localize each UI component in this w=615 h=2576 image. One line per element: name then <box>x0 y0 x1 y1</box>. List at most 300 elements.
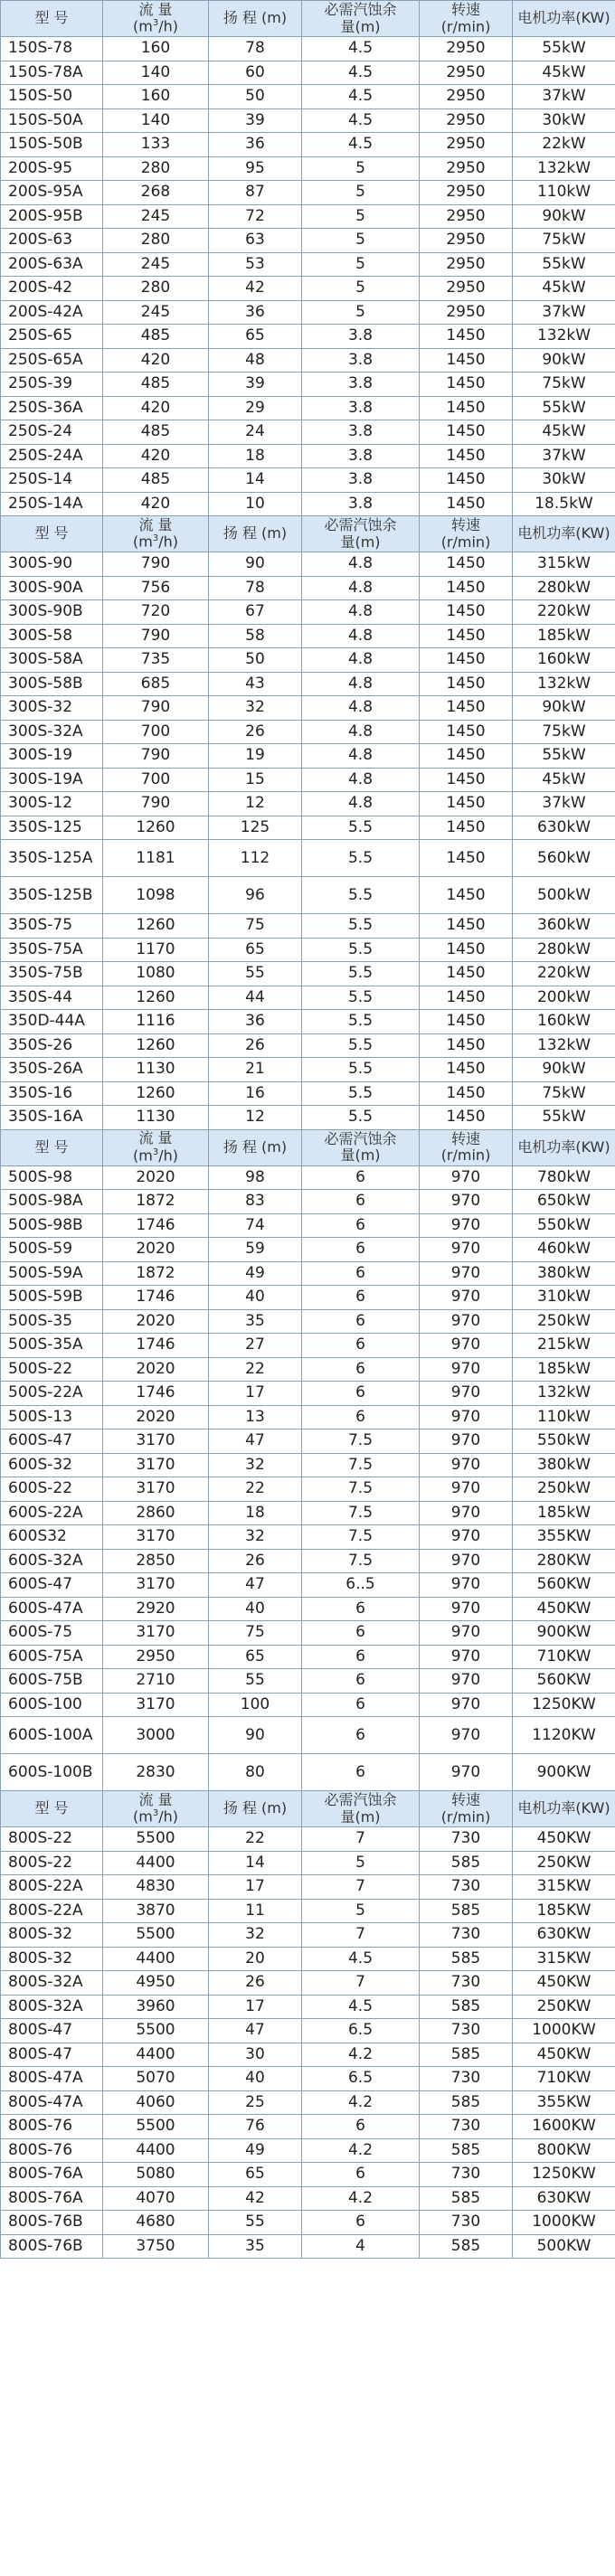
table-row <box>1 1645 615 1669</box>
cell-speed: 1450 <box>420 325 513 349</box>
table-row <box>1 85 615 109</box>
cell-model: 500S-13 <box>1 1405 103 1430</box>
cell-power: 315KW <box>513 1875 615 1900</box>
table-row <box>1 1238 615 1262</box>
table-row <box>1 1165 615 1190</box>
cell-npsh: 4.5 <box>302 133 420 157</box>
cell-npsh: 5.5 <box>302 1081 420 1106</box>
cell-power: 355KW <box>513 2090 615 2115</box>
header-head: 扬 程 (m) <box>209 516 302 552</box>
cell-model: 150S-78 <box>1 37 103 61</box>
table-row <box>1 1453 615 1477</box>
cell-speed: 585 <box>420 1947 513 1971</box>
cell-model: 800S-22A <box>1 1875 103 1900</box>
table-row <box>1 1334 615 1358</box>
table-row <box>1 1501 615 1525</box>
cell-head: 55 <box>209 1669 302 1694</box>
header-row <box>1 516 615 552</box>
table-row <box>1 1525 615 1550</box>
table-row <box>1 1058 615 1082</box>
cell-speed: 1450 <box>420 938 513 962</box>
cell-speed: 585 <box>420 2186 513 2211</box>
cell-flow: 1170 <box>103 938 209 962</box>
cell-flow: 790 <box>103 744 209 769</box>
cell-npsh: 4.2 <box>302 2186 420 2211</box>
cell-head: 32 <box>209 696 302 721</box>
cell-npsh: 3.8 <box>302 348 420 373</box>
cell-head: 87 <box>209 181 302 205</box>
cell-model: 350S-16A <box>1 1106 103 1130</box>
cell-flow: 420 <box>103 492 209 516</box>
cell-speed: 1450 <box>420 816 513 840</box>
cell-speed: 1450 <box>420 492 513 516</box>
header-speed: 转速 (r/min) <box>420 1 513 37</box>
cell-power: 55kW <box>513 1106 615 1130</box>
header-speed: 转速 (r/min) <box>420 516 513 552</box>
cell-model: 800S-32 <box>1 1923 103 1948</box>
cell-npsh: 6 <box>302 2115 420 2139</box>
cell-speed: 2950 <box>420 300 513 325</box>
cell-speed: 970 <box>420 1477 513 1502</box>
cell-power: 380kW <box>513 1261 615 1286</box>
cell-power: 1250KW <box>513 1693 615 1717</box>
cell-flow: 1130 <box>103 1058 209 1082</box>
cell-npsh: 5 <box>302 204 420 229</box>
cell-head: 22 <box>209 1827 302 1852</box>
cell-npsh: 4.8 <box>302 696 420 721</box>
cell-model: 600S-100A <box>1 1717 103 1754</box>
cell-model: 800S-76B <box>1 2234 103 2259</box>
cell-speed: 970 <box>420 1213 513 1238</box>
table-row <box>1 1669 615 1694</box>
cell-npsh: 7.5 <box>302 1501 420 1525</box>
cell-flow: 685 <box>103 672 209 696</box>
cell-flow: 1181 <box>103 840 209 877</box>
cell-flow: 2020 <box>103 1238 209 1262</box>
cell-flow: 245 <box>103 204 209 229</box>
cell-npsh: 6 <box>302 1261 420 1286</box>
cell-speed: 730 <box>420 2163 513 2187</box>
cell-npsh: 4.8 <box>302 576 420 600</box>
cell-speed: 1450 <box>420 552 513 577</box>
cell-head: 40 <box>209 2067 302 2091</box>
cell-speed: 1450 <box>420 348 513 373</box>
cell-flow: 485 <box>103 373 209 397</box>
cell-flow: 2020 <box>103 1405 209 1430</box>
table-row <box>1 576 615 600</box>
cell-npsh: 6 <box>302 1190 420 1214</box>
table-row <box>1 768 615 792</box>
cell-speed: 970 <box>420 1754 513 1791</box>
cell-head: 65 <box>209 938 302 962</box>
cell-head: 26 <box>209 1033 302 1058</box>
cell-head: 58 <box>209 624 302 648</box>
cell-flow: 735 <box>103 648 209 673</box>
cell-power: 132kW <box>513 1382 615 1406</box>
cell-flow: 4830 <box>103 1875 209 1900</box>
cell-npsh: 7.5 <box>302 1453 420 1477</box>
cell-head: 74 <box>209 1213 302 1238</box>
header-row <box>1 1791 615 1827</box>
cell-head: 125 <box>209 816 302 840</box>
cell-flow: 1260 <box>103 816 209 840</box>
cell-head: 14 <box>209 468 302 493</box>
table-row <box>1 938 615 962</box>
cell-head: 40 <box>209 1286 302 1310</box>
cell-npsh: 6 <box>302 1597 420 1621</box>
table-row <box>1 1899 615 1923</box>
cell-head: 20 <box>209 1947 302 1971</box>
cell-head: 67 <box>209 600 302 625</box>
cell-speed: 970 <box>420 1501 513 1525</box>
cell-power: 650kW <box>513 1190 615 1214</box>
table-row <box>1 2211 615 2235</box>
header-model: 型 号 <box>1 1129 103 1165</box>
table-row <box>1 2186 615 2211</box>
cell-npsh: 5 <box>302 229 420 253</box>
cell-power: 355KW <box>513 1525 615 1550</box>
cell-flow: 790 <box>103 624 209 648</box>
cell-power: 250KW <box>513 1995 615 2019</box>
cell-flow: 700 <box>103 768 209 792</box>
cell-flow: 140 <box>103 109 209 133</box>
table-row <box>1 877 615 914</box>
cell-npsh: 6..5 <box>302 1573 420 1598</box>
cell-power: 185kW <box>513 1357 615 1382</box>
cell-head: 15 <box>209 768 302 792</box>
table-row <box>1 1693 615 1717</box>
table-row <box>1 2043 615 2067</box>
cell-speed: 1450 <box>420 986 513 1010</box>
cell-power: 22kW <box>513 133 615 157</box>
cell-npsh: 6 <box>302 1334 420 1358</box>
cell-power: 560kW <box>513 840 615 877</box>
cell-flow: 1080 <box>103 962 209 986</box>
cell-flow: 700 <box>103 720 209 744</box>
cell-model: 300S-19A <box>1 768 103 792</box>
cell-npsh: 6.5 <box>302 2067 420 2091</box>
table-row <box>1 962 615 986</box>
cell-model: 600S-32A <box>1 1549 103 1573</box>
cell-model: 600S-22A <box>1 1501 103 1525</box>
table-row <box>1 1286 615 1310</box>
table-row <box>1 1827 615 1852</box>
cell-model: 600S-22 <box>1 1477 103 1502</box>
cell-head: 112 <box>209 840 302 877</box>
cell-npsh: 7.5 <box>302 1549 420 1573</box>
cell-speed: 970 <box>420 1573 513 1598</box>
cell-npsh: 3.8 <box>302 325 420 349</box>
cell-head: 50 <box>209 85 302 109</box>
cell-model: 200S-95B <box>1 204 103 229</box>
cell-npsh: 6 <box>302 1669 420 1694</box>
table-row <box>1 1754 615 1791</box>
cell-head: 10 <box>209 492 302 516</box>
cell-npsh: 3.8 <box>302 492 420 516</box>
table-row <box>1 600 615 625</box>
cell-power: 200kW <box>513 986 615 1010</box>
cell-model: 350S-26 <box>1 1033 103 1058</box>
cell-flow: 485 <box>103 420 209 445</box>
cell-model: 350S-125A <box>1 840 103 877</box>
cell-head: 90 <box>209 552 302 577</box>
header-head: 扬 程 (m) <box>209 1129 302 1165</box>
cell-npsh: 6 <box>302 1382 420 1406</box>
table-row <box>1 648 615 673</box>
cell-npsh: 4.5 <box>302 37 420 61</box>
cell-head: 17 <box>209 1382 302 1406</box>
cell-flow: 1130 <box>103 1106 209 1130</box>
cell-flow: 4680 <box>103 2211 209 2235</box>
cell-npsh: 5 <box>302 1851 420 1875</box>
cell-flow: 2850 <box>103 1549 209 1573</box>
cell-power: 550kW <box>513 1430 615 1454</box>
cell-speed: 730 <box>420 1875 513 1900</box>
cell-model: 800S-76 <box>1 2115 103 2139</box>
cell-power: 630kW <box>513 816 615 840</box>
cell-head: 36 <box>209 1010 302 1034</box>
table-row <box>1 492 615 516</box>
table-row <box>1 720 615 744</box>
table-row <box>1 2138 615 2163</box>
cell-power: 37kW <box>513 792 615 816</box>
header-flow: 流 量 $(m^3/h)$ <box>103 516 209 552</box>
cell-model: 800S-47 <box>1 2043 103 2067</box>
cell-speed: 585 <box>420 1899 513 1923</box>
table-row <box>1 1573 615 1598</box>
cell-head: 78 <box>209 576 302 600</box>
cell-speed: 1450 <box>420 1106 513 1130</box>
cell-npsh: 4.8 <box>302 648 420 673</box>
cell-power: 185KW <box>513 1899 615 1923</box>
cell-model: 350S-26A <box>1 1058 103 1082</box>
cell-npsh: 4.5 <box>302 1995 420 2019</box>
table-row <box>1 624 615 648</box>
cell-power: 18.5kW <box>513 492 615 516</box>
cell-flow: 268 <box>103 181 209 205</box>
cell-power: 1120KW <box>513 1717 615 1754</box>
cell-model: 600S-100B <box>1 1754 103 1791</box>
cell-head: 36 <box>209 300 302 325</box>
cell-power: 110kW <box>513 1405 615 1430</box>
cell-model: 150S-50B <box>1 133 103 157</box>
cell-power: 1600KW <box>513 2115 615 2139</box>
header-flow: 流 量 $(m^3/h)$ <box>103 1129 209 1165</box>
cell-model: 800S-76 <box>1 2138 103 2163</box>
table-row <box>1 1033 615 1058</box>
cell-npsh: 5.5 <box>302 986 420 1010</box>
cell-power: 132kW <box>513 325 615 349</box>
cell-head: 75 <box>209 914 302 939</box>
cell-npsh: 6 <box>302 1693 420 1717</box>
cell-model: 800S-47A <box>1 2067 103 2091</box>
cell-model: 600S-32 <box>1 1453 103 1477</box>
cell-power: 630KW <box>513 1923 615 1948</box>
cell-head: 30 <box>209 2043 302 2067</box>
cell-flow: 5500 <box>103 1923 209 1948</box>
cell-speed: 970 <box>420 1549 513 1573</box>
cell-head: 16 <box>209 1081 302 1106</box>
cell-npsh: 4.2 <box>302 2090 420 2115</box>
cell-model: 600S-75 <box>1 1621 103 1646</box>
table-row <box>1 552 615 577</box>
cell-power: 132kW <box>513 1033 615 1058</box>
cell-flow: 2830 <box>103 1754 209 1791</box>
cell-head: 21 <box>209 1058 302 1082</box>
table-row <box>1 1549 615 1573</box>
cell-head: 17 <box>209 1875 302 1900</box>
cell-power: 37kW <box>513 300 615 325</box>
cell-head: 39 <box>209 373 302 397</box>
cell-model: 500S-59A <box>1 1261 103 1286</box>
cell-speed: 1450 <box>420 600 513 625</box>
cell-model: 500S-59B <box>1 1286 103 1310</box>
cell-npsh: 3.8 <box>302 373 420 397</box>
cell-model: 300S-58 <box>1 624 103 648</box>
cell-speed: 1450 <box>420 744 513 769</box>
cell-model: 800S-76A <box>1 2163 103 2187</box>
cell-speed: 1450 <box>420 1010 513 1034</box>
cell-npsh: 4.8 <box>302 672 420 696</box>
cell-flow: 420 <box>103 396 209 420</box>
cell-head: 24 <box>209 420 302 445</box>
cell-speed: 585 <box>420 1995 513 2019</box>
table-row <box>1 1357 615 1382</box>
cell-model: 300S-58A <box>1 648 103 673</box>
cell-head: 55 <box>209 962 302 986</box>
cell-model: 150S-50A <box>1 109 103 133</box>
cell-npsh: 7.5 <box>302 1525 420 1550</box>
cell-head: 53 <box>209 252 302 277</box>
cell-speed: 1450 <box>420 1033 513 1058</box>
cell-flow: 1746 <box>103 1334 209 1358</box>
cell-speed: 585 <box>420 1851 513 1875</box>
cell-model: 350D-44A <box>1 1010 103 1034</box>
cell-flow: 3870 <box>103 1899 209 1923</box>
cell-power: 780kW <box>513 1165 615 1190</box>
cell-model: 250S-24 <box>1 420 103 445</box>
cell-npsh: 5.5 <box>302 962 420 986</box>
table-row <box>1 133 615 157</box>
cell-head: 83 <box>209 1190 302 1214</box>
table-row <box>1 252 615 277</box>
cell-model: 800S-22 <box>1 1851 103 1875</box>
table-row <box>1 986 615 1010</box>
cell-flow: 3170 <box>103 1477 209 1502</box>
cell-power: 550kW <box>513 1213 615 1238</box>
cell-model: 150S-50 <box>1 85 103 109</box>
cell-model: 200S-95A <box>1 181 103 205</box>
cell-head: 26 <box>209 1971 302 1996</box>
header-power: 电机功率(KW) <box>513 1791 615 1827</box>
cell-flow: 756 <box>103 576 209 600</box>
cell-model: 600S-100 <box>1 1693 103 1717</box>
cell-head: 49 <box>209 1261 302 1286</box>
cell-model: 800S-47 <box>1 2019 103 2043</box>
cell-head: 14 <box>209 1851 302 1875</box>
cell-power: 132kW <box>513 156 615 181</box>
cell-power: 560KW <box>513 1573 615 1598</box>
cell-power: 800KW <box>513 2138 615 2163</box>
cell-npsh: 4.2 <box>302 2138 420 2163</box>
cell-flow: 5500 <box>103 2019 209 2043</box>
cell-model: 500S-22A <box>1 1382 103 1406</box>
table-row <box>1 109 615 133</box>
cell-head: 75 <box>209 1621 302 1646</box>
cell-head: 60 <box>209 61 302 85</box>
cell-power: 450KW <box>513 2043 615 2067</box>
cell-model: 350S-16 <box>1 1081 103 1106</box>
cell-speed: 1450 <box>420 1081 513 1106</box>
table-row <box>1 61 615 85</box>
cell-model: 500S-35 <box>1 1309 103 1334</box>
cell-power: 1000KW <box>513 2019 615 2043</box>
cell-flow: 1872 <box>103 1261 209 1286</box>
header-head: 扬 程 (m) <box>209 1 302 37</box>
cell-flow: 245 <box>103 300 209 325</box>
cell-speed: 730 <box>420 2211 513 2235</box>
cell-power: 450KW <box>513 1971 615 1996</box>
cell-speed: 730 <box>420 2115 513 2139</box>
cell-npsh: 6 <box>302 1405 420 1430</box>
table-row <box>1 396 615 420</box>
cell-model: 350S-75B <box>1 962 103 986</box>
table-row <box>1 1405 615 1430</box>
table-row <box>1 1717 615 1754</box>
cell-power: 250KW <box>513 1851 615 1875</box>
cell-flow: 2920 <box>103 1597 209 1621</box>
cell-npsh: 6 <box>302 1645 420 1669</box>
cell-npsh: 6 <box>302 1717 420 1754</box>
table-row <box>1 2115 615 2139</box>
cell-head: 49 <box>209 2138 302 2163</box>
table-row <box>1 1947 615 1971</box>
cell-power: 160kW <box>513 648 615 673</box>
cell-model: 250S-65 <box>1 325 103 349</box>
table-row <box>1 1261 615 1286</box>
cell-power: 900KW <box>513 1621 615 1646</box>
cell-power: 45kW <box>513 768 615 792</box>
cell-speed: 970 <box>420 1717 513 1754</box>
cell-head: 43 <box>209 672 302 696</box>
cell-npsh: 5 <box>302 300 420 325</box>
cell-head: 26 <box>209 1549 302 1573</box>
table-row <box>1 2067 615 2091</box>
cell-model: 800S-32A <box>1 1971 103 1996</box>
cell-speed: 1450 <box>420 914 513 939</box>
cell-model: 250S-65A <box>1 348 103 373</box>
cell-npsh: 5.5 <box>302 1106 420 1130</box>
cell-flow: 790 <box>103 696 209 721</box>
table-row <box>1 1995 615 2019</box>
cell-flow: 280 <box>103 277 209 301</box>
cell-speed: 970 <box>420 1453 513 1477</box>
header-npsh: 必需汽蚀余 量(m) <box>302 1129 420 1165</box>
cell-npsh: 4.8 <box>302 768 420 792</box>
table-row <box>1 1382 615 1406</box>
cell-head: 32 <box>209 1453 302 1477</box>
cell-model: 800S-22 <box>1 1827 103 1852</box>
cell-head: 76 <box>209 2115 302 2139</box>
cell-head: 17 <box>209 1995 302 2019</box>
table-row <box>1 1971 615 1996</box>
table-row <box>1 156 615 181</box>
cell-model: 800S-22A <box>1 1899 103 1923</box>
cell-head: 55 <box>209 2211 302 2235</box>
cell-flow: 3750 <box>103 2234 209 2259</box>
cell-speed: 970 <box>420 1597 513 1621</box>
header-model: 型 号 <box>1 1791 103 1827</box>
